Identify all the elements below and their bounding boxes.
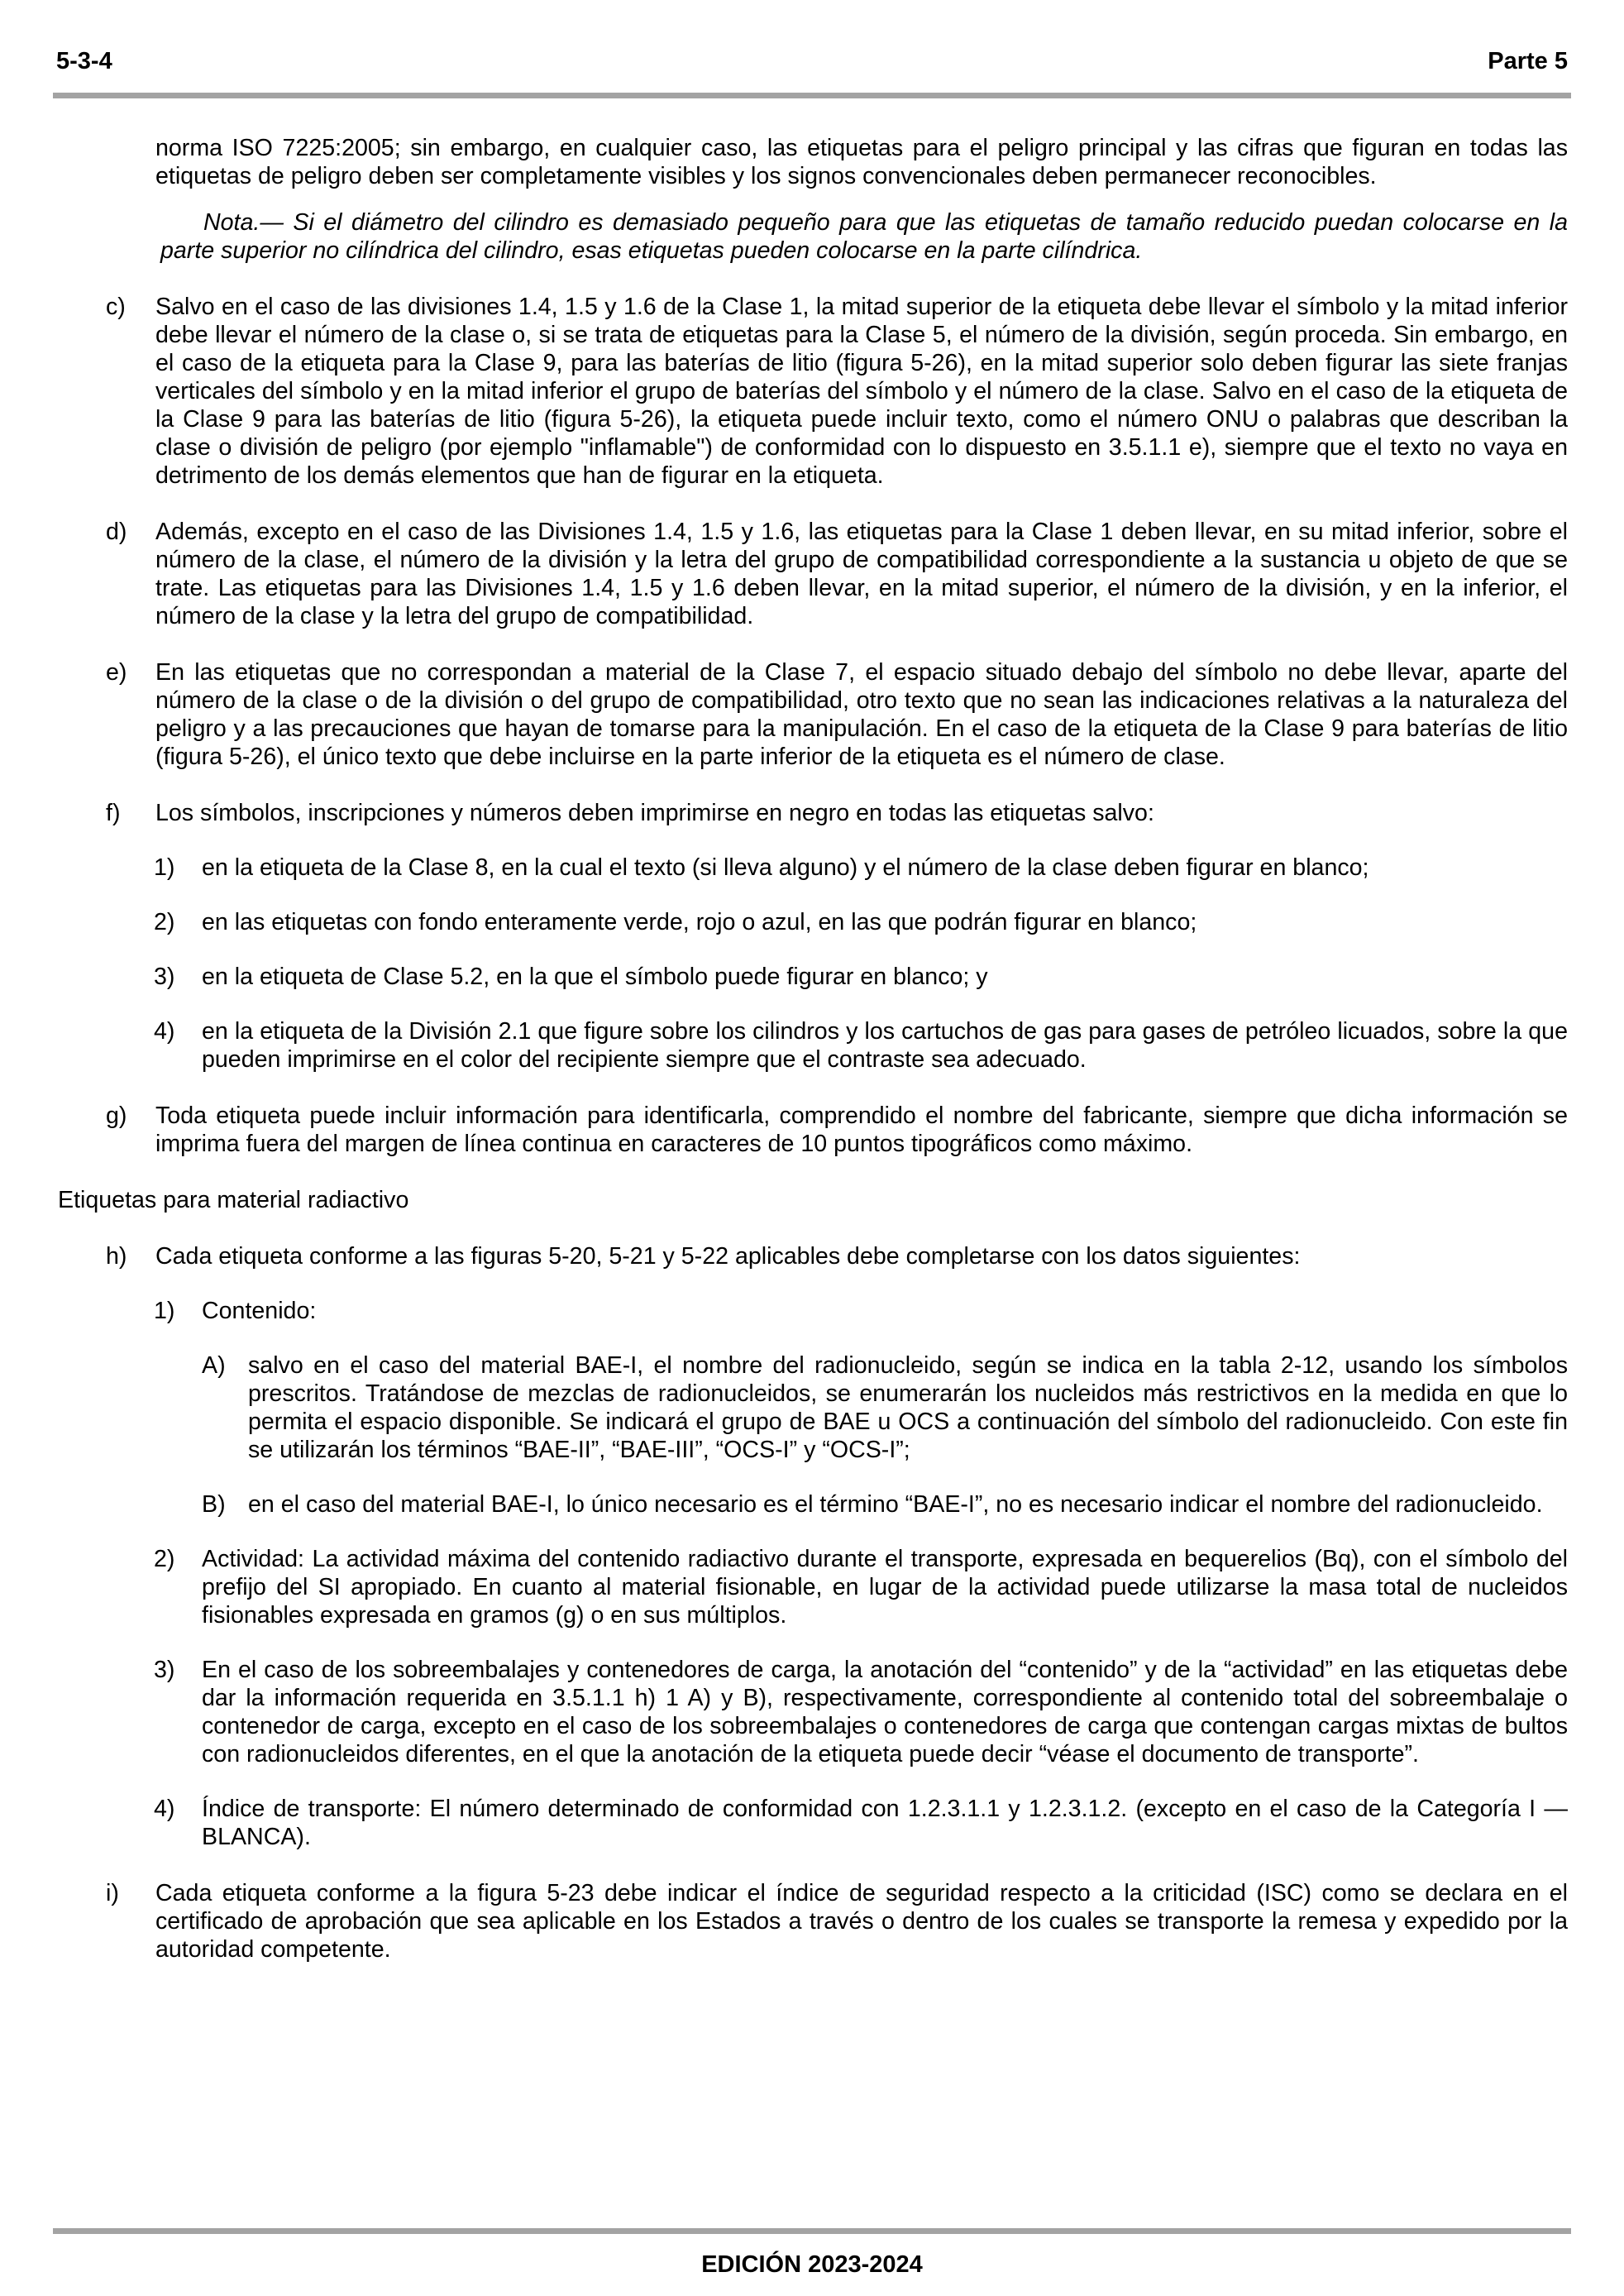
list-text: Índice de transporte: El número determinado de conformidad con 1.2.3.1.1 y 1.2.3.1.2. (excepto en el caso de la Categoría I — BLANCA).: [202, 1796, 1568, 1850]
note-text: Si el diámetro del cilindro es demasiado pequeño para que las etiquetas de tamaño reducido puedan colocarse en la parte superior no cilíndrica del cilindro, esas etiquetas pueden colocarse en la parte cilíndrica.: [160, 209, 1568, 264]
list-label: 3): [154, 1657, 175, 1683]
list-text: Salvo en el caso de las divisiones 1.4, 1.5 y 1.6 de la Clase 1, la mitad superior de la etiqueta debe llevar el símbolo y la mitad inferior debe llevar el número de la clase o, si se trata de etiquetas para la Clase 5, el número de la división, según proceda. Sin embargo, en el caso de la etiqueta para la Clase 9, para las baterías de litio (figura 5-26), en la mitad superior solo deben figurar las siete franjas verticales del símbolo y en la mitad inferior el grupo de baterías del símbolo y el número de la clase. Salvo en el caso de la etiqueta de la Clase 9 para las baterías de litio (figura 5-26), la etiqueta puede incluir texto, como el número ONU o palabras que describan la clase o división de peligro (por ejemplo "inflamable") de conformidad con lo dispuesto en 3.5.1.1 e), siempre que el texto no vaya en detrimento de los demás elementos que han de figurar en la etiqueta.: [155, 294, 1568, 489]
list-text: en la etiqueta de la Clase 8, en la cual el texto (si lleva alguno) y el número de la clase deben figurar en blanco;: [202, 854, 1369, 881]
sub-item-h1a: [56, 1351, 1568, 1464]
list-text: salvo en el caso del material BAE-I, el nombre del radionucleido, según se indica en la tabla 2-12, usando los símbolos prescritos. Tratándose de mezclas de radionucleidos, se enumerarán los nucleidos más restrictivos en la medida en que lo permita el espacio disponible. Se indicará el grupo de BAE u OCS a continuación del símbolo del radionucleido. Con este fin se utilizarán los términos “BAE-II”, “BAE-III”, “OCS-I” y “OCS-I”;: [248, 1352, 1568, 1463]
list-text: Los símbolos, inscripciones y números deben imprimirse en negro en todas las etiquetas salvo:: [155, 800, 1154, 826]
note-label: Nota.—: [203, 209, 284, 236]
sub-item-f1: [56, 854, 1568, 882]
list-item-e: [56, 658, 1568, 771]
list-label: 1): [154, 1298, 175, 1324]
page-footer: EDICIÓN 2023-2024: [701, 2251, 923, 2278]
list-label: e): [106, 659, 127, 686]
section-heading: Etiquetas para material radiactivo: [58, 1187, 409, 1213]
list-text: Además, excepto en el caso de las Divisiones 1.4, 1.5 y 1.6, las etiquetas para la Clase 1 deben llevar, en su mitad inferior, sobre el número de la clase, el número de la división y la letra del grupo de compatibilidad correspondiente a la sustancia u objeto de que se trate. Las etiquetas para las Divisiones 1.4, 1.5 y 1.6 deben llevar, en la mitad superior, el número de la división, y en la inferior, el número de la clase y la letra del grupo de compatibilidad.: [155, 519, 1568, 629]
sub-item-f3: [56, 963, 1568, 991]
sub-item-h2: [56, 1545, 1568, 1629]
sub-item-f4: [56, 1017, 1568, 1074]
list-item-c: [56, 293, 1568, 490]
list-label: h): [106, 1243, 127, 1270]
list-text: en las etiquetas con fondo enteramente verde, rojo o azul, en las que podrán figurar en blanco;: [202, 909, 1197, 935]
list-label: f): [106, 800, 121, 826]
page-number: 5-3-4: [56, 48, 112, 74]
intro-paragraph: norma ISO 7225:2005; sin embargo, en cualquier caso, las etiquetas para el peligro principal y las cifras que figuran en todas las etiquetas de peligro deben ser completamente visibles y los signos convencionales deben permanecer reconocibles.: [155, 135, 1568, 189]
sub-item-h3: [56, 1656, 1568, 1768]
list-label: g): [106, 1103, 127, 1129]
list-text: Toda etiqueta puede incluir información para identificarla, comprendido el nombre del fabricante, siempre que dicha información se imprima fuera del margen de línea continua en caracteres de 10 puntos tipográficos como máximo.: [155, 1103, 1568, 1157]
note-paragraph: [56, 208, 1568, 265]
list-text: Contenido:: [202, 1298, 317, 1324]
list-text: en la etiqueta de la División 2.1 que figure sobre los cilindros y los cartuchos de gas para gases de petróleo licuados, sobre la que pueden imprimirse en el color del recipiente siempre que el contraste sea adecuado.: [202, 1018, 1568, 1073]
list-item-f: [56, 799, 1568, 827]
footer-rule: [53, 2228, 1571, 2234]
part-label: Parte 5: [1488, 48, 1568, 74]
list-item-d: [56, 518, 1568, 630]
list-label: 4): [154, 1796, 175, 1822]
document-body: [56, 134, 1568, 1964]
list-label: 1): [154, 854, 175, 881]
sub-item-h4: [56, 1795, 1568, 1851]
list-text: En el caso de los sobreembalajes y contenedores de carga, la anotación del “contenido” y de la “actividad” en las etiquetas debe dar la información requerida en 3.5.1.1 h) 1 A) y B), respectivamente, correspondiente al contenido total del sobreembalaje o contenedor de carga, excepto en el caso de los sobreembalajes o contenedores de carga que contengan cargas mixtas de bultos con radionucleidos diferentes, en el que la anotación de la etiqueta puede decir “véase el documento de transporte”.: [202, 1657, 1568, 1767]
sub-item-h1: [56, 1297, 1568, 1325]
list-text: Actividad: La actividad máxima del contenido radiactivo durante el transporte, expresada en bequerelios (Bq), con el símbolo del prefijo del SI apropiado. En cuanto al material fisionable, en lugar de la actividad puede utilizarse la masa total de nucleidos fisionables expresada en gramos (g) o en sus múltiplos.: [202, 1546, 1568, 1629]
header-rule: [53, 93, 1571, 98]
list-item-h: [56, 1242, 1568, 1270]
list-item-g: [56, 1102, 1568, 1158]
sub-item-f2: [56, 908, 1568, 936]
list-label: i): [106, 1880, 119, 1906]
list-label: 3): [154, 964, 175, 990]
list-label: 2): [154, 909, 175, 935]
page-header: [56, 48, 1568, 81]
list-label: 2): [154, 1546, 175, 1572]
list-label: B): [202, 1491, 226, 1518]
list-label: A): [202, 1352, 226, 1379]
list-label: d): [106, 519, 127, 545]
list-text: en la etiqueta de Clase 5.2, en la que el símbolo puede figurar en blanco; y: [202, 964, 988, 990]
list-text: Cada etiqueta conforme a las figuras 5-20, 5-21 y 5-22 aplicables debe completarse con los datos siguientes:: [155, 1243, 1301, 1270]
list-text: En las etiquetas que no correspondan a material de la Clase 7, el espacio situado debajo del símbolo no debe llevar, aparte del número de la clase o de la división o del grupo de compatibilidad, otro texto que no sean las indicaciones relativas a la naturaleza del peligro y a las precauciones que hayan de tomarse para la manipulación. En el caso de la etiqueta de la Clase 9 para baterías de litio (figura 5-26), el único texto que debe incluirse en la parte inferior de la etiqueta es el número de clase.: [155, 659, 1568, 770]
list-item-i: [56, 1879, 1568, 1964]
list-label: c): [106, 294, 126, 320]
list-text: Cada etiqueta conforme a la figura 5-23 debe indicar el índice de seguridad respecto a la criticidad (ISC) como se declara en el certificado de aprobación que sea aplicable en los Estados a través o dentro de los cuales se transporte la remesa y expedido por la autoridad competente.: [155, 1880, 1568, 1963]
sub-item-h1b: [56, 1490, 1568, 1519]
list-label: 4): [154, 1018, 175, 1045]
list-text: en el caso del material BAE-I, lo único necesario es el término “BAE-I”, no es necesario indicar el nombre del radionucleido.: [248, 1491, 1543, 1518]
